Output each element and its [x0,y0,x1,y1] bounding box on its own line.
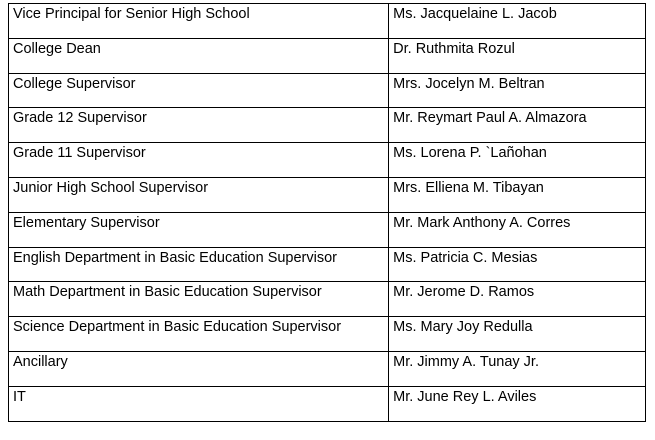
name-cell [389,212,646,247]
position-cell [9,73,389,108]
name-text: Mr. Mark Anthony A. Corres [393,214,571,231]
position-cell [9,386,389,421]
position-cell [9,351,389,386]
position-cell [9,38,389,73]
position-text: Vice Principal for Senior High School [13,6,250,22]
table-row [9,282,646,317]
name-text: Ms. Patricia C. Mesias [393,249,538,266]
position-text: Junior High School Supervisor [13,179,209,196]
table-row [9,212,646,247]
table-row [9,4,646,39]
table-row [9,143,646,178]
position-text: IT [13,388,26,405]
name-cell [389,108,646,143]
position-text: English Department in Basic Education Supervisor [13,249,337,266]
position-cell [9,177,389,212]
name-text: Ms. Mary Joy Redulla [393,319,533,336]
position-cell [9,317,389,352]
name-cell [389,4,646,39]
table-row [9,38,646,73]
position-cell [9,247,389,282]
table-row [9,108,646,143]
name-cell [389,73,646,108]
table-row [9,317,646,352]
table-row [9,351,646,386]
name-text: Mr. Jimmy A. Tunay Jr. [393,353,539,370]
position-text: College Dean [13,40,101,57]
name-cell [389,386,646,421]
position-text: Grade 12 Supervisor [13,110,147,127]
position-text: Ancillary [13,353,68,370]
position-text: Math Department in Basic Education Supervisor [13,284,322,301]
table-row [9,247,646,282]
name-text: Mrs. Elliena M. Tibayan [393,179,544,196]
position-text: Science Department in Basic Education Supervisor [13,319,342,336]
position-text: Elementary Supervisor [13,214,160,231]
name-text: Mrs. Jocelyn M. Beltran [393,75,545,92]
position-text: Grade 11 Supervisor [13,145,146,162]
position-cell [9,282,389,317]
personnel-table [8,3,646,422]
name-cell [389,38,646,73]
name-cell [389,247,646,282]
position-cell [9,143,389,178]
table-row [9,73,646,108]
table-row [9,386,646,421]
name-text: Mr. June Rey L. Aviles [393,388,537,405]
name-cell [389,143,646,178]
name-text: Mr. Reymart Paul A. Almazora [393,110,587,127]
name-text: Mr. Jerome D. Ramos [393,284,535,301]
position-cell [9,108,389,143]
name-cell [389,351,646,386]
name-text: Dr. Ruthmita Rozul [393,40,515,57]
name-text: Ms. Jacquelaine L. Jacob [393,6,557,22]
name-cell [389,282,646,317]
name-cell [389,177,646,212]
personnel-table-body [9,4,646,422]
position-text: College Supervisor [13,75,136,92]
position-cell [9,4,389,39]
name-cell [389,317,646,352]
position-cell [9,212,389,247]
table-row [9,177,646,212]
name-text: Ms. Lorena P. `Lañohan [393,145,547,162]
